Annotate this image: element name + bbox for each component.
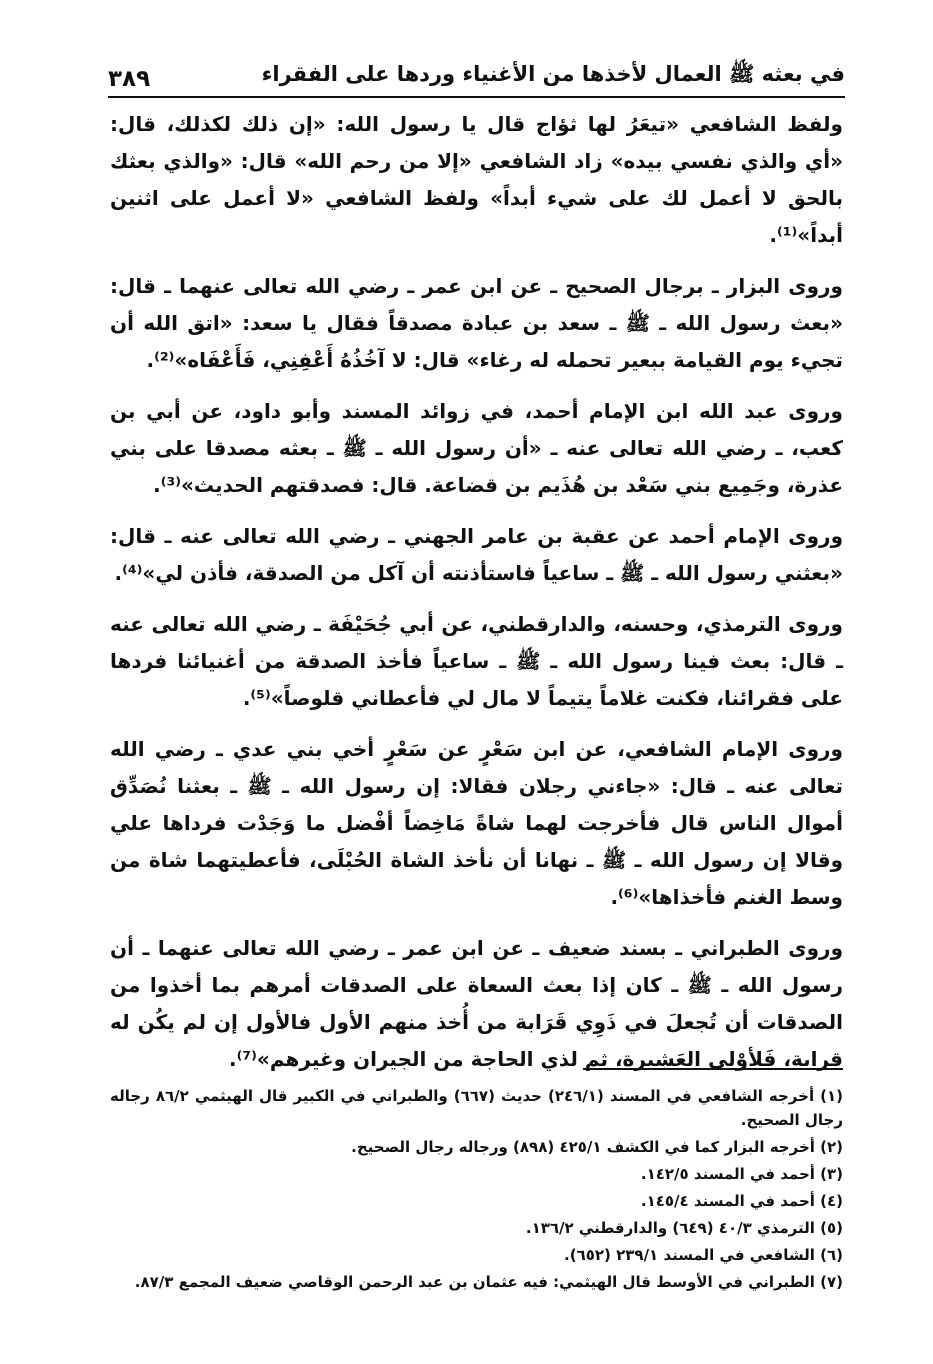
- running-header-title: في بعثه ﷺ العمال لأخذها من الأغنياء وردها على الفقراء: [261, 62, 845, 86]
- footnote: (١) أخرجه الشافعي في المسند (٢٤٦/١) حديث (٦٦٧) والطبراني في الكبير قال الهيثمي ٨٦/٢ رجاله رجال الصحيح.: [110, 1087, 843, 1129]
- footnote: (٦) الشافعي في المسند ٢٣٩/١ (٦٥٢).: [564, 1246, 843, 1264]
- footnote-separator: [583, 1068, 843, 1070]
- footnotes: [110, 1084, 843, 1297]
- paragraph: وروى الترمذي، وحسنه، والدارقطني، عن أبي جُحَيْفَة ـ رضي الله تعالى عنه ـ قال: بعث فينا رسول الله ـ ﷺ ـ ساعياً فأخذ الصدقة من أغنيائنا فردها على فقرائنا، فكنت غلاماً يتيماً لا مال لي فأعطاني قلوصاً»⁽⁵⁾.: [110, 612, 843, 710]
- paragraph: وروى الإمام أحمد عن عقبة بن عامر الجهني ـ رضي الله تعالى عنه ـ قال: «بعثني رسول الله ـ ﷺ ـ ساعياً فاستأذنته أن آكل من الصدقة، فأذن لي»⁽⁴⁾.: [110, 524, 843, 585]
- page-number: ٣٨٩: [108, 66, 151, 92]
- paragraph: وروى الطبراني ـ بسند ضعيف ـ عن ابن عمر ـ رضي الله تعالى عنهما ـ أن رسول الله ـ ﷺ ـ كان إذا بعث السعاة على الصدقات أمرهم بما أخذوا من الصدقات أن تُجعلَ في ذَوِي قَرَابة من أُخذ منهم الأول فالأول إن لم يكُن له قرابة، فَلأوْلى العَشِيرة، ثم لذي الحاجة من الجيران وغيرهم»⁽⁷⁾.: [110, 936, 843, 1071]
- footnote: (٤) أحمد في المسند ١٤٥/٤.: [640, 1192, 843, 1210]
- footnote: (٥) الترمذي ٤٠/٣ (٦٤٩) والدارقطني ١٣٦/٢.: [525, 1219, 843, 1237]
- running-header: [108, 52, 845, 98]
- paragraph: وروى عبد الله ابن الإمام أحمد، في زوائد المسند وأبو داود، عن أبي بن كعب، ـ رضي الله تعالى عنه ـ «أن رسول الله ـ ﷺ ـ بعثه مصدقا على بني عذرة، وجَمِيع بني سَعْد بن هُذَيم بن قضاعة. قال: فصدقتهم الحديث»⁽³⁾.: [110, 399, 843, 497]
- paragraph: وروى البزار ـ برجال الصحيح ـ عن ابن عمر ـ رضي الله تعالى عنهما ـ قال: «بعث رسول الله ـ ﷺ ـ سعد بن عبادة مصدقاً فقال يا سعد: «اتق الله أن تجيء يوم القيامة ببعير تحمله له رغاء» قال: لا آخُذُهُ أَعْفِنِي، فَأَعْفَاه»⁽²⁾.: [110, 274, 843, 372]
- footnote: (٧) الطبراني في الأوسط قال الهيثمي: فيه عثمان بن عبد الرحمن الوقاصي ضعيف المجمع ٨٧/٣.: [134, 1273, 843, 1291]
- paragraph: وروى الإمام الشافعي، عن ابن سَعْرٍ عن سَعْرٍ أخي بني عدي ـ رضي الله تعالى عنه ـ قال: «جاءني رجلان فقالا: إن رسول الله ـ ﷺ ـ بعثنا نُصَدِّق أموال الناس قال فأخرجت لهما شاةً مَاخِضاً أفْضل ما وَجَدْت فرداها علي وقالا إن رسول الله ـ ﷺ ـ نهانا أن نأخذ الشاة الحُبْلَى، فأعطيتهما شاة من وسط الغنم فأخذاها»⁽⁶⁾.: [110, 737, 843, 909]
- footnote: (٣) أحمد في المسند ١٤٢/٥.: [640, 1165, 843, 1183]
- main-text: [110, 106, 843, 1092]
- footnote: (٢) أخرجه البزار كما في الكشف ٤٢٥/١ (٨٩٨) ورجاله رجال الصحيح.: [351, 1138, 843, 1156]
- paragraph: ولفظ الشافعي «تيعَرُ لها ثؤاج قال يا رسول الله: «إن ذلك لكذلك، قال: «أي والذي نفسي بيده» زاد الشافعي «إلا من رحم الله» قال: «والذي بعثك بالحق لا أعمل لك على شيء أبداً» ولفظ الشافعي «لا أعمل على اثنين أبداً»⁽¹⁾.: [110, 112, 843, 247]
